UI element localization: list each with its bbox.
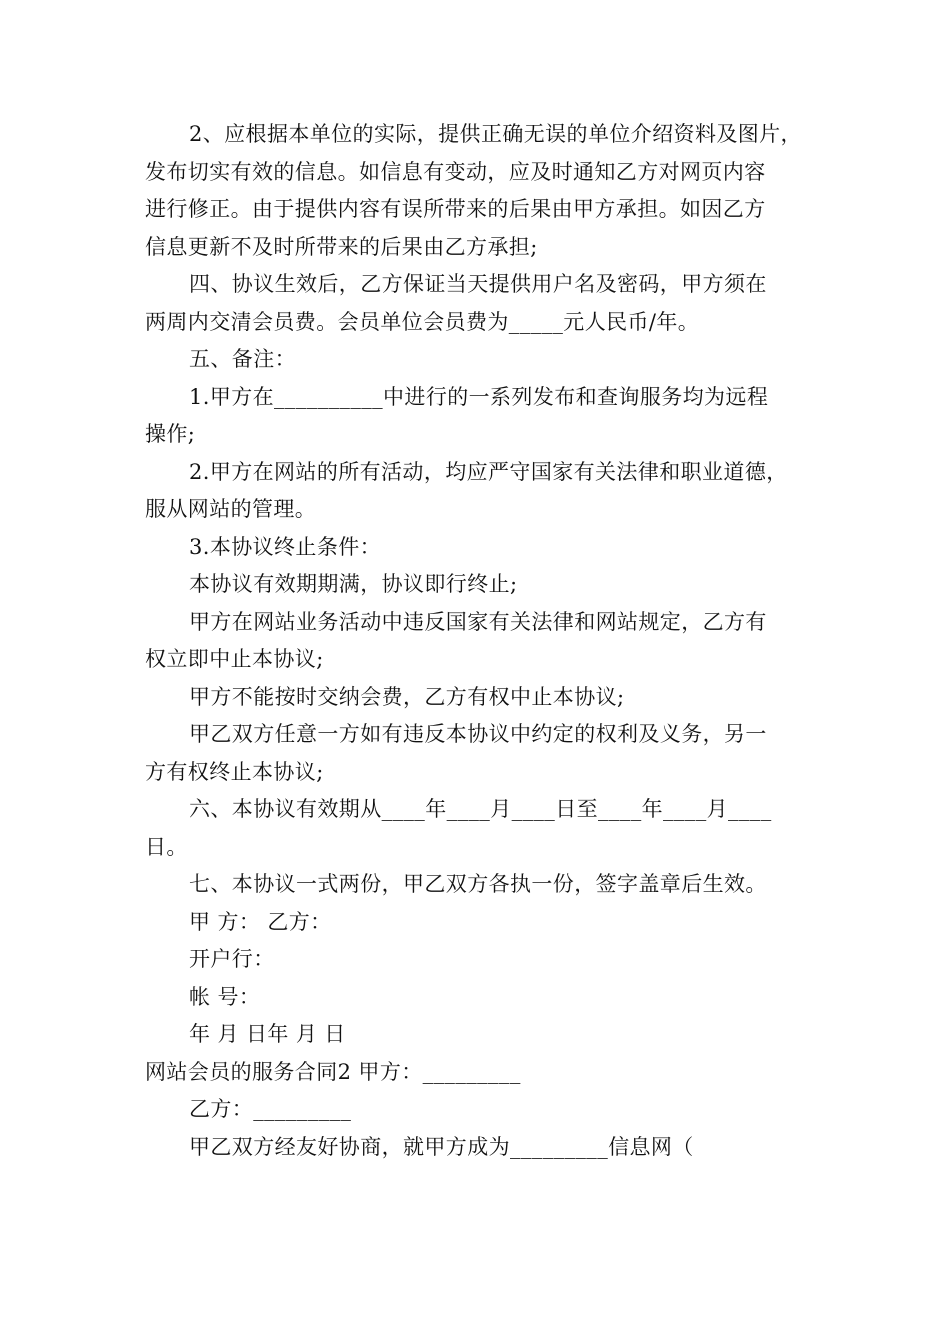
text-line: 乙方：_________ [189, 1097, 352, 1121]
text-line: 本协议有效期期满，协议即行终止; [189, 572, 518, 596]
text-line: 信息更新不及时所带来的后果由乙方承担; [145, 234, 538, 259]
text-line: 日。 [145, 834, 188, 859]
text-line: 3.本协议终止条件： [189, 534, 382, 559]
text-line: 四、协议生效后，乙方保证当天提供用户名及密码，甲方须在 [189, 272, 767, 296]
text-line: 1.甲方在__________中进行的一系列发布和查询服务均为远程 [189, 384, 769, 409]
text-line: 开户行： [189, 947, 275, 971]
text-line: 操作; [145, 422, 196, 446]
text-line: 2.甲方在网站的所有活动，均应严守国家有关法律和职业道德， [189, 459, 788, 484]
text-line: 甲乙双方任意一方如有违反本协议中约定的权利及义务，另一 [189, 722, 767, 746]
document-body [145, 116, 810, 1166]
text-line: 两周内交清会员费。会员单位会员费为_____元人民币/年。 [145, 309, 700, 334]
text-line: 进行修正。由于提供内容有误所带来的后果由甲方承担。如因乙方 [145, 197, 766, 221]
text-line: 2、应根据本单位的实际，提供正确无误的单位介绍资料及图片， [189, 122, 802, 146]
text-line: 甲方不能按时交纳会费，乙方有权中止本协议; [189, 684, 625, 709]
text-line: 年 月 日年 月 日 [189, 1022, 346, 1046]
text-line: 甲方在网站业务活动中违反国家有关法律和网站规定，乙方有 [189, 609, 767, 634]
text-line: 七、本协议一式两份，甲乙双方各执一份，签字盖章后生效。 [189, 872, 767, 896]
text-line: 五、备注： [189, 347, 296, 371]
text-line: 发布切实有效的信息。如信息有变动，应及时通知乙方对网页内容 [145, 159, 766, 184]
text-line: 方有权终止本协议; [145, 759, 324, 784]
text-line: 网站会员的服务合同2 甲方：_________ [145, 1059, 521, 1084]
text-line: 服从网站的管理。 [145, 497, 317, 521]
text-line: 帐 号： [189, 984, 261, 1009]
text-line: 甲乙双方经友好协商，就甲方成为_________信息网（ [189, 1134, 694, 1159]
text-line: 甲 方： 乙方： [189, 909, 332, 934]
text-line: 权立即中止本协议; [145, 647, 324, 671]
text-line: 六、本协议有效期从____年____月____日至____年____月____ [189, 797, 772, 821]
